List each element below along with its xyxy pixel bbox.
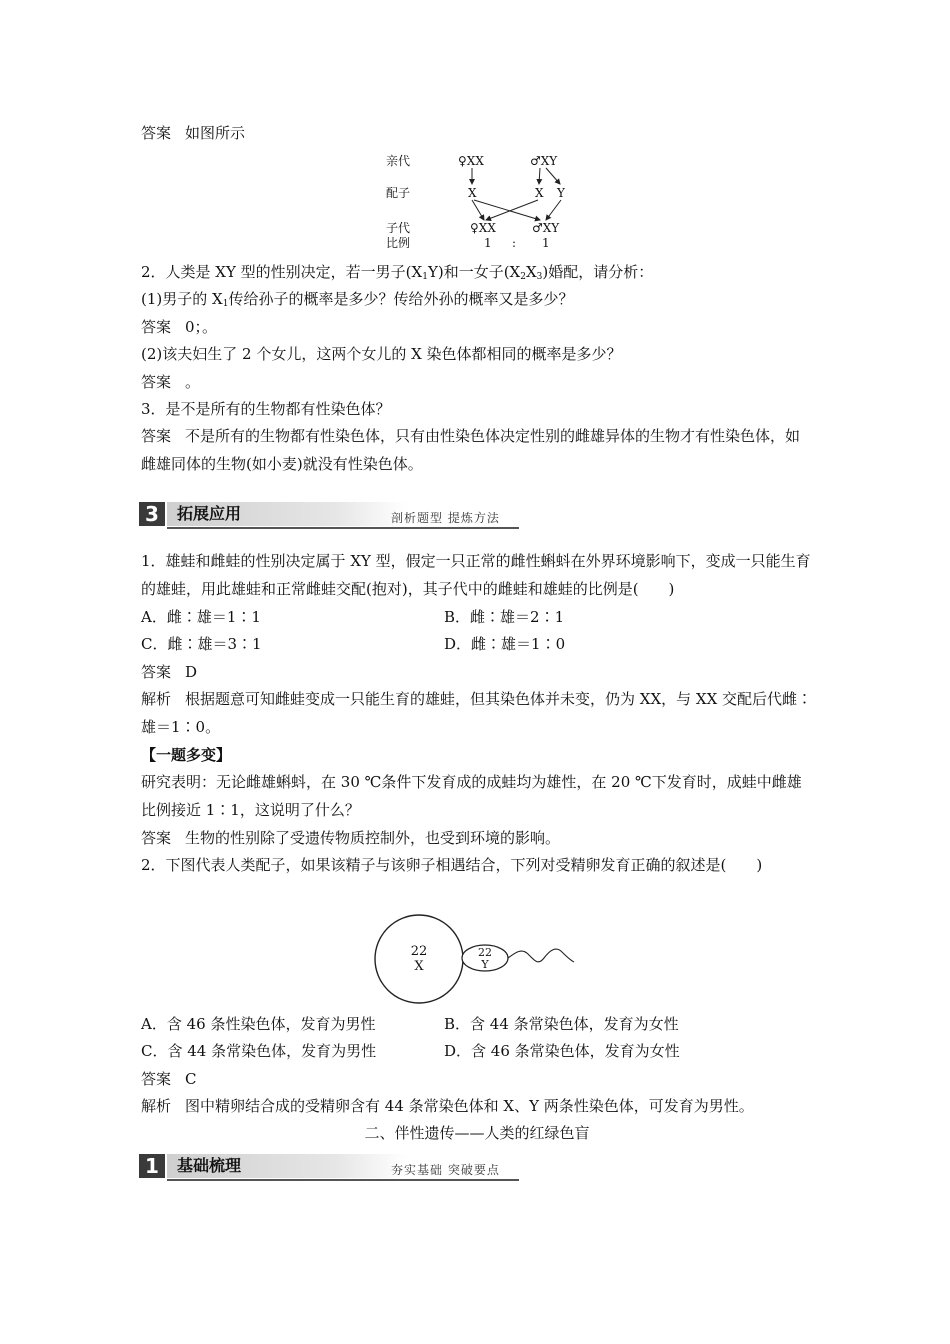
answer-label: 答案 xyxy=(141,427,172,445)
ex1-option-c: C．雌∶雄＝3∶1 xyxy=(141,635,262,653)
answer-label: 答案 xyxy=(141,373,172,391)
subscript: 1 xyxy=(222,299,229,309)
row-label-offspring: 子代 xyxy=(386,221,411,235)
female-gamete: X xyxy=(468,186,477,200)
ex2-option-b: B．含 44 条常染色体，发育为女性 xyxy=(444,1015,679,1033)
sperm-autosome-count: 22 xyxy=(478,946,492,959)
ex2-option-c: C．含 44 条常染色体，发育为男性 xyxy=(141,1042,377,1060)
analysis-label: 解析 xyxy=(141,690,172,708)
q3-answer xyxy=(141,422,813,478)
q2-sub1-text: (1)男子的 X xyxy=(141,290,223,308)
answer-label: 答案 xyxy=(141,663,172,681)
section-number: 3 xyxy=(139,502,165,526)
ex1-analysis xyxy=(141,685,813,741)
ex1-option-b: B．雌∶雄＝2∶1 xyxy=(444,608,565,626)
section-title: 基础梳理 xyxy=(167,1154,407,1178)
sperm-sex-chromosome: Y xyxy=(481,958,489,971)
answer-text: 不是所有的生物都有性染色体，只有由性染色体决定性别的雌雄异体的生物才有性染色体，如雌雄同体的生物(如小麦)就没有性染色体。 xyxy=(141,427,801,473)
answer-text: 如图所示 xyxy=(185,124,246,142)
section-rule xyxy=(167,527,519,529)
row-label-ratio: 比例 xyxy=(386,236,411,250)
sperm-tail xyxy=(508,949,574,962)
q2-text-part: X xyxy=(525,263,537,281)
section-heading: 二、伴性遗传——人类的红绿色盲 xyxy=(364,1124,590,1142)
male-parent: ♂XY xyxy=(530,154,558,168)
analysis-text: 图中精卵结合成的受精卵含有 44 条常染色体和 X、Y 两条性染色体，可发育为男性。 xyxy=(185,1097,754,1115)
answer-text: 生物的性别除了受遗传物质控制外，也受到环境的影响。 xyxy=(185,829,561,847)
ratio-left: 1 xyxy=(484,236,492,250)
ex1-option-a: A．雌∶雄＝1∶1 xyxy=(141,608,261,626)
answer-label: 答案 xyxy=(141,318,172,336)
q3-question: 3．是不是所有的生物都有性染色体？ xyxy=(141,400,391,418)
row-label-gamete: 配子 xyxy=(386,186,411,200)
section-rule xyxy=(167,1179,519,1181)
ex2-question: 2．下图代表人类配子，如果该精子与该卵子相遇结合，下列对受精卵发育正确的叙述是( ) xyxy=(141,856,763,874)
ex2-analysis xyxy=(141,1096,754,1116)
section-subtitle: 剖析题型 提炼方法 xyxy=(391,511,500,525)
row-label-parent: 亲代 xyxy=(386,154,411,168)
analysis-label: 解析 xyxy=(141,1097,172,1115)
answer-text: 。 xyxy=(185,373,201,391)
q2-sub1-answer xyxy=(141,317,217,337)
q1-answer xyxy=(141,123,245,143)
subscript: 1 xyxy=(422,272,428,282)
variant-answer xyxy=(141,828,560,848)
genetic-cross-diagram xyxy=(380,148,580,254)
q2-sub2-answer xyxy=(141,372,200,392)
ratio-right: 1 xyxy=(542,236,550,250)
male-gamete-x: X xyxy=(535,186,544,200)
ratio-sep: : xyxy=(512,236,517,250)
offspring-female: ♀XX xyxy=(470,221,496,235)
ex1-option-d: D．雌∶雄＝1∶0 xyxy=(444,635,566,653)
ex1-answer xyxy=(141,662,197,682)
section-subtitle: 夯实基础 突破要点 xyxy=(391,1163,500,1177)
gamete-diagram xyxy=(370,910,580,1010)
answer-label: 答案 xyxy=(141,1070,172,1088)
ex2-option-a: A．含 46 条性染色体，发育为男性 xyxy=(141,1015,376,1033)
analysis-text: 根据题意可知雌蛙变成一只能生育的雄蛙，但其染色体并未变，仍为 XX，与 XX 交配后代雌∶雄＝1∶0。 xyxy=(141,690,813,736)
male-gamete-y: Y xyxy=(557,186,565,200)
q2-question xyxy=(141,262,653,287)
ex2-answer xyxy=(141,1069,197,1089)
q2-sub1 xyxy=(141,289,573,314)
q2-text-part: Y)和一女子(X xyxy=(427,263,521,281)
egg-sex-chromosome: X xyxy=(414,959,424,974)
variant-text: 研究表明：无论雌雄蝌蚪，在 30 ℃条件下发育成的成蛙均为雄性，在 20 ℃下发育时，成蛙中雌雄比例接近 1∶1，这说明了什么？ xyxy=(141,773,802,819)
ex1-question: 1．雄蛙和雌蛙的性别决定属于 XY 型，假定一只正常的雌性蝌蚪在外界环境影响下，变成一只能生育的雄蛙，用此雄蛙和正常雌蛙交配(抱对)，其子代中的雌蛙和雄蛙的比例是( ) xyxy=(141,552,811,598)
answer-label: 答案 xyxy=(141,124,172,142)
section-banner-3 xyxy=(139,501,519,529)
section-banner-1 xyxy=(139,1153,519,1181)
answer-text: 0；。 xyxy=(185,318,218,336)
ex2-option-d: D．含 46 条常染色体，发育为女性 xyxy=(444,1042,680,1060)
female-parent: ♀XX xyxy=(458,154,484,168)
q2-text-part: 2．人类是 XY 型的性别决定，若一男子(X xyxy=(141,263,423,281)
q2-sub1-text: 传给孙子的概率是多少？传给外孙的概率又是多少？ xyxy=(228,290,574,308)
answer-text: C xyxy=(185,1070,197,1088)
variant-heading: 【一题多变】 xyxy=(141,746,232,764)
subscript: 2 xyxy=(520,272,526,282)
offspring-male: ♂XY xyxy=(532,221,560,235)
answer-text: D xyxy=(185,663,198,681)
subscript: 3 xyxy=(536,272,543,282)
section-number: 1 xyxy=(139,1154,165,1178)
egg-autosome-count: 22 xyxy=(410,944,428,959)
q2-sub2: (2)该夫妇生了 2 个女儿，这两个女儿的 X 染色体都相同的概率是多少？ xyxy=(141,345,622,363)
q2-text-part: )婚配，请分析： xyxy=(542,263,654,281)
answer-label: 答案 xyxy=(141,829,172,847)
section-title: 拓展应用 xyxy=(167,502,407,526)
